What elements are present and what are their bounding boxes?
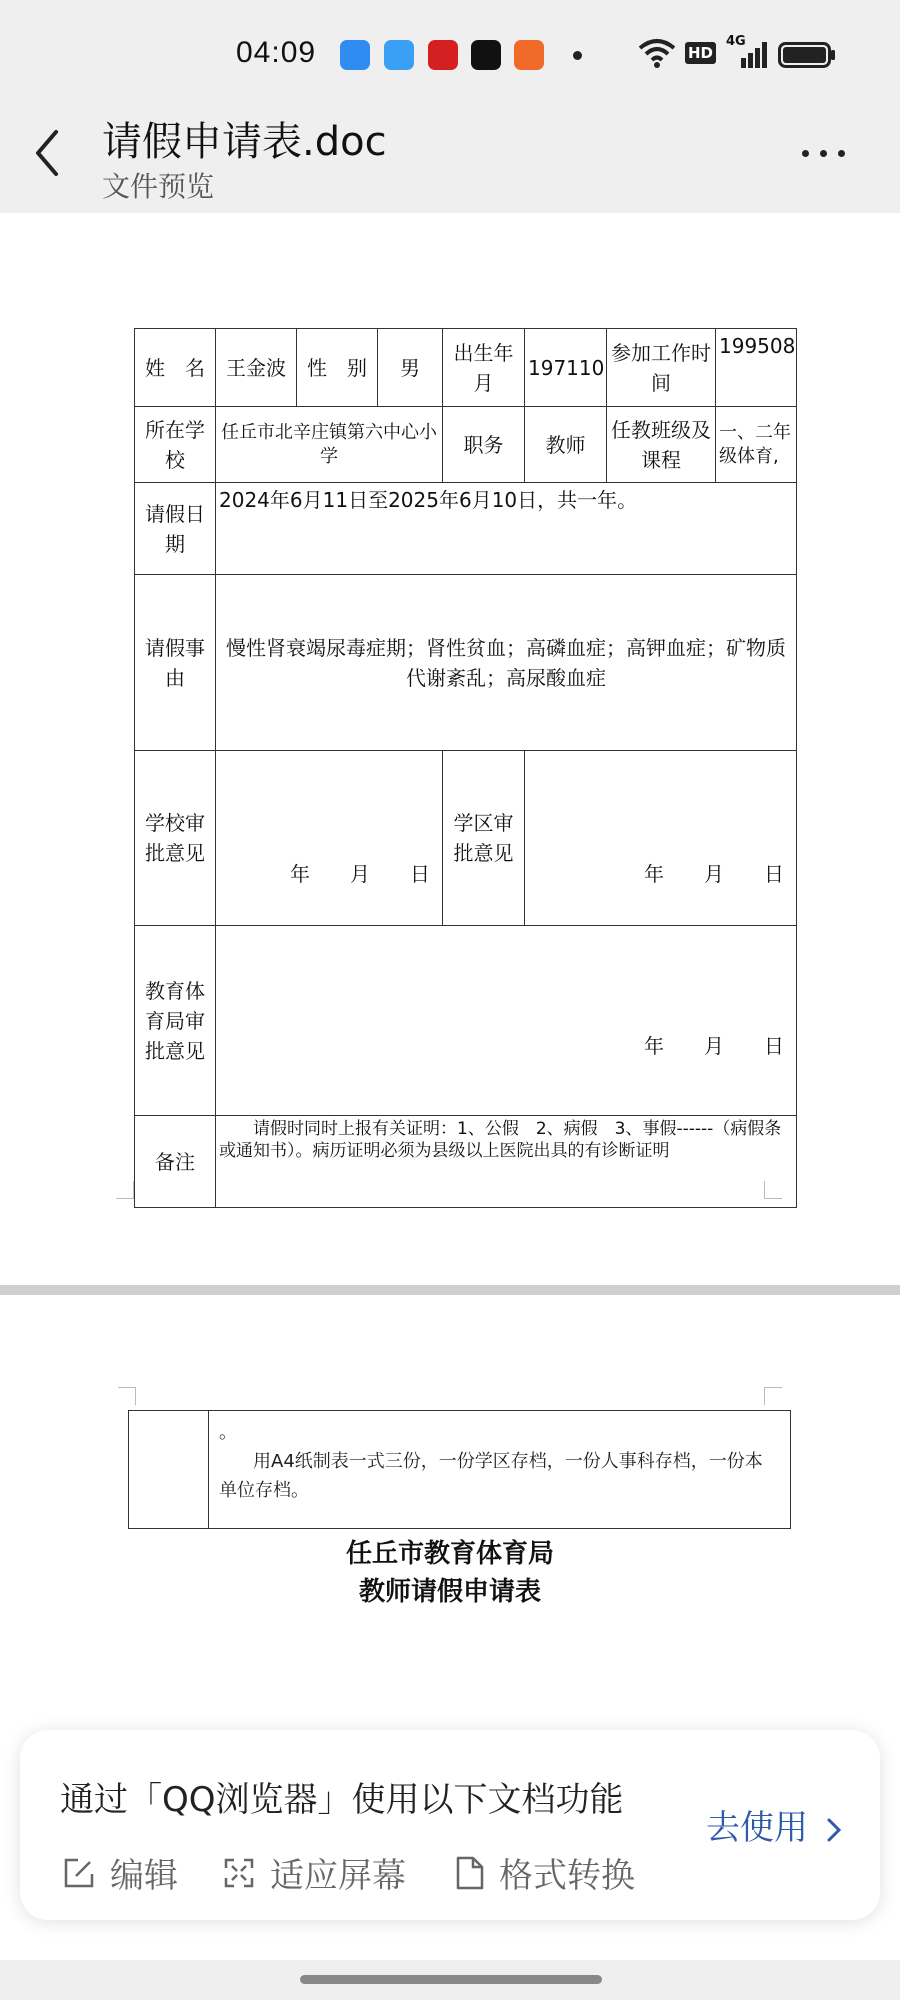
remark-value: 请假时同时上报有关证明：1、公假 2、病假 3、事假------（病假条或通知书）。病历证明必须为县级以上医院出具的有诊断证明 bbox=[216, 1116, 797, 1208]
hd-badge: HD bbox=[685, 42, 716, 64]
reason-value: 慢性肾衰竭尿毒症期；肾性贫血；高磷血症；高钾血症；矿物质代谢紊乱；高尿酸血症 bbox=[216, 575, 797, 751]
bureau-approval-label: 教育体育局审批意见 bbox=[135, 926, 216, 1116]
school-label: 所在学校 bbox=[135, 407, 216, 483]
leave-date-value: 2024年6月11日至2025年6月10日，共一年。 bbox=[216, 483, 797, 575]
chevron-right-icon bbox=[825, 1816, 843, 1844]
app-notification-icon bbox=[340, 40, 370, 70]
qq-browser-banner[interactable] bbox=[20, 1730, 880, 1920]
school-approval-label: 学校审批意见 bbox=[135, 751, 216, 926]
job-label: 职务 bbox=[443, 407, 525, 483]
page-corner-mark bbox=[118, 1387, 136, 1405]
fit-screen-icon bbox=[222, 1856, 256, 1890]
continuation-remark bbox=[209, 1411, 791, 1529]
status-time: 04:09 bbox=[236, 36, 317, 69]
fit-screen-label: 适应屏幕 bbox=[270, 1856, 406, 1896]
app-notification-icon bbox=[514, 40, 544, 70]
tiktok-icon bbox=[471, 40, 501, 70]
school-approval-date: 年 月 日 bbox=[216, 751, 443, 926]
bureau-approval-date: 年 月 日 bbox=[216, 926, 797, 1116]
wifi-icon bbox=[638, 38, 676, 68]
network-label: 4G bbox=[726, 34, 746, 49]
continuation-line: 用A4纸制表一式三份，一份学区存档，一份人事科存档，一份本单位存档。 bbox=[219, 1450, 763, 1501]
home-indicator[interactable] bbox=[300, 1975, 602, 1984]
class-label: 任教班级及课程 bbox=[607, 407, 716, 483]
leave-form-table bbox=[134, 328, 797, 1208]
reason-label: 请假事由 bbox=[135, 575, 216, 751]
organization-name: 任丘市教育体育局 bbox=[345, 1539, 554, 1569]
format-convert-label: 格式转换 bbox=[499, 1856, 635, 1896]
document-page-1 bbox=[0, 213, 900, 1285]
back-icon[interactable] bbox=[30, 128, 66, 178]
page-divider bbox=[0, 1285, 900, 1295]
form-continuation-table bbox=[128, 1410, 791, 1529]
leave-date-label: 请假日期 bbox=[135, 483, 216, 575]
go-use-label: 去使用 bbox=[706, 1808, 808, 1848]
name-value: 王金波 bbox=[216, 329, 297, 407]
work-start-value: 199508 bbox=[716, 329, 797, 407]
gender-value: 男 bbox=[378, 329, 443, 407]
status-bar bbox=[0, 36, 900, 76]
banner-title: 通过「QQ浏览器」使用以下文档功能 bbox=[60, 1780, 624, 1820]
edit-button[interactable] bbox=[62, 1848, 178, 1897]
page-corner-mark bbox=[116, 1181, 134, 1199]
signal-icon bbox=[740, 42, 768, 68]
edit-label: 编辑 bbox=[110, 1856, 178, 1896]
continuation-line: 。 bbox=[219, 1422, 237, 1443]
document-title: 请假申请表.doc bbox=[102, 119, 387, 165]
continuation-empty-cell bbox=[129, 1411, 209, 1529]
page-corner-mark bbox=[764, 1181, 782, 1199]
edit-icon bbox=[62, 1856, 96, 1890]
school-value: 任丘市北辛庄镇第六中心小学 bbox=[216, 407, 443, 483]
class-value: 一、二年级体育, bbox=[716, 407, 797, 483]
more-notifications-dot bbox=[573, 51, 582, 60]
job-value: 教师 bbox=[525, 407, 607, 483]
app-notification-icon bbox=[428, 40, 458, 70]
fit-screen-button[interactable] bbox=[222, 1848, 406, 1897]
birth-value: 197110 bbox=[525, 329, 607, 407]
format-convert-button[interactable] bbox=[455, 1848, 635, 1897]
name-label: 姓 名 bbox=[135, 329, 216, 407]
page-corner-mark bbox=[764, 1387, 782, 1405]
gender-label: 性 别 bbox=[297, 329, 378, 407]
go-use-button[interactable] bbox=[706, 1800, 843, 1849]
remark-label: 备注 bbox=[135, 1116, 216, 1208]
form-title: 教师请假申请表 bbox=[358, 1577, 541, 1607]
document-icon bbox=[455, 1856, 485, 1890]
top-bar bbox=[0, 0, 900, 213]
birth-label: 出生年月 bbox=[443, 329, 525, 407]
district-approval-date: 年 月 日 bbox=[525, 751, 797, 926]
document-heading bbox=[0, 1535, 900, 1611]
app-notification-icon bbox=[384, 40, 414, 70]
document-subtitle: 文件预览 bbox=[102, 170, 215, 203]
battery-icon bbox=[778, 42, 836, 68]
district-approval-label: 学区审批意见 bbox=[443, 751, 525, 926]
work-start-label: 参加工作时间 bbox=[607, 329, 716, 407]
more-icon[interactable] bbox=[800, 138, 850, 168]
